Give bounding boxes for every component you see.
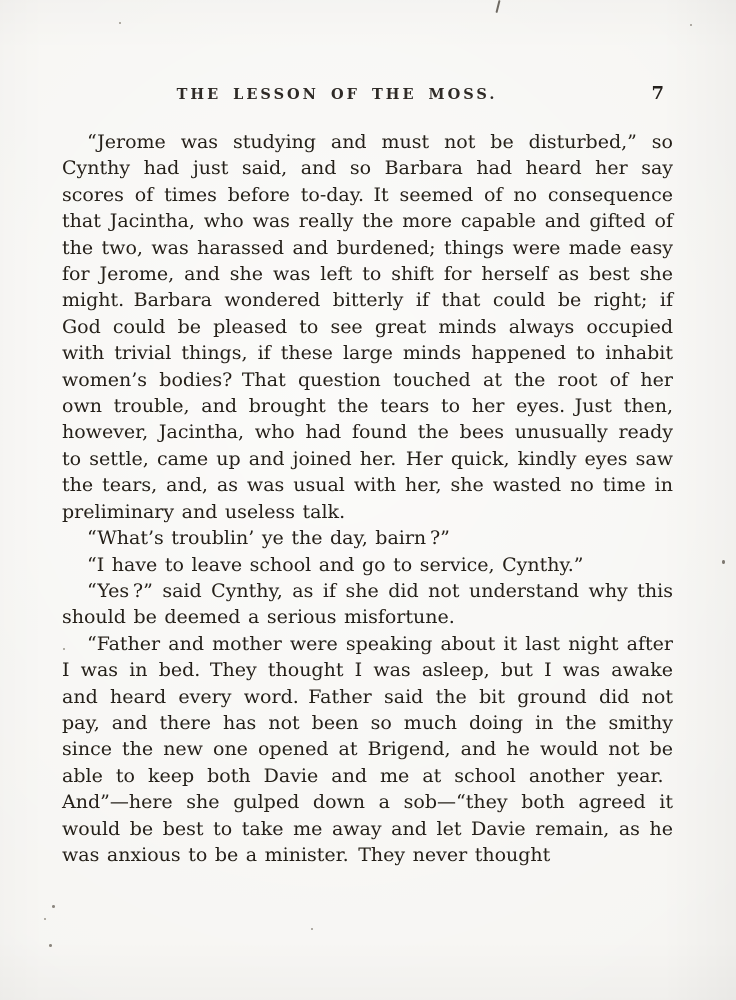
paragraph-dialogue: “I have to leave school and go to service, Cynthy.” (87, 553, 584, 576)
scan-speck (119, 22, 121, 24)
scan-speck (49, 944, 52, 947)
scan-speck (52, 905, 55, 908)
scan-speck (44, 918, 46, 920)
page-header (62, 83, 672, 108)
scan-speck (311, 928, 313, 930)
paragraph-dialogue: “Yes ?” said Cynthy, as if she did not understand why this should be deemed a serious misfortune. (62, 579, 673, 629)
page-body (62, 129, 673, 868)
scan-pen-mark (495, 0, 500, 13)
page-number: 7 (651, 83, 664, 104)
scan-speck (690, 24, 692, 26)
paragraph: “Father and mother were speaking about it last night after I was in bed. They thought I was asleep, but I was awake and heard every word. Father said the bit ground did not pay, and there has not been so much doing in the smithy since the new one opened at Brigend, and he would not be able to keep both Davie and me at school another year. And”—here she gulped down a sob—“they both agreed it would be best to take me away and let Davie remain, as he was anxious to be a minister. They never thought (62, 632, 673, 866)
paragraph-dialogue: “What’s troublin’ ye the day, bairn ?” (87, 527, 450, 550)
scan-speck (722, 560, 725, 564)
running-title: THE LESSON OF THE MOSS. (176, 86, 498, 103)
paragraph: “Jerome was studying and must not be disturbed,” so Cynthy had just said, and so Barbara had heard her say scores of times before to-day. It seemed of no consequence that Jacintha, who was really the more capable and gifted of the two, was harassed and burdened; things were made easy for Jerome, and she was left to shift for herself as best she might. Barbara wondered bitterly if that could be right; if God could be pleased to see great minds always occupied with trivial things, if these large minds happened to inhabit women’s bodies? That question touched at the root of her own trouble, and brought the tears to her eyes. Just then, however, Jacintha, who had found the bees unusually ready to settle, came up and joined her. Her quick, kindly eyes saw the tears, and, as was usual with her, she wasted no time in preliminary and useless talk. (62, 131, 673, 523)
